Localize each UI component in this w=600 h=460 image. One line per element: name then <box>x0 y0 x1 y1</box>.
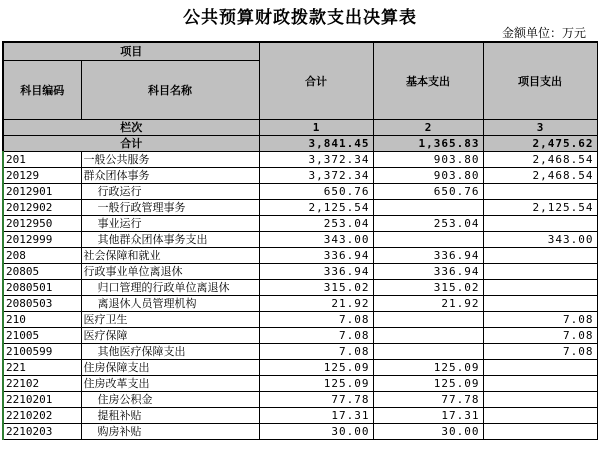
row-name: 其他群众团体事务支出 <box>81 232 259 248</box>
row-code: 21005 <box>3 328 81 344</box>
row-basic: 21.92 <box>373 296 483 312</box>
table-row <box>3 424 597 440</box>
table-row <box>3 408 597 424</box>
row-basic <box>373 232 483 248</box>
row-basic: 650.76 <box>373 184 483 200</box>
row-name: 一般公共服务 <box>81 152 259 168</box>
row-project <box>483 184 597 200</box>
row-name: 其他医疗保障支出 <box>81 344 259 360</box>
row-basic: 315.02 <box>373 280 483 296</box>
row-code: 2100599 <box>3 344 81 360</box>
row-project: 7.08 <box>483 328 597 344</box>
row-code: 2012950 <box>3 216 81 232</box>
table-row <box>3 392 597 408</box>
row-total: 77.78 <box>259 392 373 408</box>
row-name: 购房补贴 <box>81 424 259 440</box>
row-project: 2,125.54 <box>483 200 597 216</box>
header-column-label: 栏次 <box>3 120 259 136</box>
report-title: 公共预算财政拨款支出决算表 <box>183 8 417 28</box>
row-basic: 17.31 <box>373 408 483 424</box>
row-code: 2012999 <box>3 232 81 248</box>
header-total: 合计 <box>259 42 373 120</box>
row-project <box>483 360 597 376</box>
total-project: 2,475.62 <box>483 136 597 152</box>
row-project: 7.08 <box>483 312 597 328</box>
row-basic: 125.09 <box>373 360 483 376</box>
row-name: 住房公积金 <box>81 392 259 408</box>
row-code: 20129 <box>3 168 81 184</box>
total-row <box>3 136 597 152</box>
row-basic: 903.80 <box>373 152 483 168</box>
row-basic <box>373 200 483 216</box>
header-name: 科目名称 <box>81 61 259 120</box>
row-name: 归口管理的行政单位离退休 <box>81 280 259 296</box>
table-row <box>3 264 597 280</box>
unit-label: 金额单位：万元 <box>501 26 586 40</box>
row-code: 2210202 <box>3 408 81 424</box>
row-code: 2210203 <box>3 424 81 440</box>
row-total: 7.08 <box>259 312 373 328</box>
row-project: 2,468.54 <box>483 168 597 184</box>
header-project: 项目 <box>3 42 259 61</box>
row-code: 221 <box>3 360 81 376</box>
row-code: 20805 <box>3 264 81 280</box>
row-total: 2,125.54 <box>259 200 373 216</box>
table-row <box>3 280 597 296</box>
row-basic <box>373 312 483 328</box>
row-name: 离退休人员管理机构 <box>81 296 259 312</box>
row-project: 343.00 <box>483 232 597 248</box>
total-label: 合计 <box>3 136 259 152</box>
row-basic: 903.80 <box>373 168 483 184</box>
row-code: 210 <box>3 312 81 328</box>
header-col-1: 1 <box>259 120 373 136</box>
row-project <box>483 296 597 312</box>
row-project <box>483 248 597 264</box>
table-row <box>3 360 597 376</box>
row-project <box>483 216 597 232</box>
row-total: 3,372.34 <box>259 152 373 168</box>
row-basic: 336.94 <box>373 264 483 280</box>
row-project: 7.08 <box>483 344 597 360</box>
row-project: 2,468.54 <box>483 152 597 168</box>
header-code: 科目编码 <box>3 61 81 120</box>
row-code: 2080501 <box>3 280 81 296</box>
total-basic: 1,365.83 <box>373 136 483 152</box>
row-project <box>483 408 597 424</box>
row-name: 住房改革支出 <box>81 376 259 392</box>
table-row <box>3 232 597 248</box>
table-row <box>3 200 597 216</box>
row-name: 住房保障支出 <box>81 360 259 376</box>
row-total: 343.00 <box>259 232 373 248</box>
table-row <box>3 328 597 344</box>
row-total: 315.02 <box>259 280 373 296</box>
row-code: 2012902 <box>3 200 81 216</box>
table-row <box>3 152 597 168</box>
row-name: 群众团体事务 <box>81 168 259 184</box>
row-code: 22102 <box>3 376 81 392</box>
row-project <box>483 264 597 280</box>
header-col-2: 2 <box>373 120 483 136</box>
row-project <box>483 424 597 440</box>
row-name: 事业运行 <box>81 216 259 232</box>
table-row <box>3 184 597 200</box>
table-row <box>3 312 597 328</box>
header-col-3: 3 <box>483 120 597 136</box>
row-name: 一般行政管理事务 <box>81 200 259 216</box>
row-basic: 77.78 <box>373 392 483 408</box>
row-total: 21.92 <box>259 296 373 312</box>
row-total: 125.09 <box>259 376 373 392</box>
row-basic <box>373 344 483 360</box>
row-basic: 336.94 <box>373 248 483 264</box>
row-total: 336.94 <box>259 248 373 264</box>
row-name: 行政事业单位离退休 <box>81 264 259 280</box>
row-total: 17.31 <box>259 408 373 424</box>
row-name: 提租补贴 <box>81 408 259 424</box>
table-row <box>3 216 597 232</box>
row-total: 7.08 <box>259 344 373 360</box>
row-basic: 30.00 <box>373 424 483 440</box>
row-name: 医疗卫生 <box>81 312 259 328</box>
table-row <box>3 344 597 360</box>
table-row <box>3 296 597 312</box>
row-basic: 125.09 <box>373 376 483 392</box>
total-value: 3,841.45 <box>259 136 373 152</box>
row-total: 253.04 <box>259 216 373 232</box>
row-total: 3,372.34 <box>259 168 373 184</box>
header-basic: 基本支出 <box>373 42 483 120</box>
row-code: 2080503 <box>3 296 81 312</box>
row-code: 2210201 <box>3 392 81 408</box>
table-body <box>3 42 597 440</box>
expenditure-table <box>2 41 598 440</box>
row-name: 行政运行 <box>81 184 259 200</box>
row-project <box>483 376 597 392</box>
row-total: 125.09 <box>259 360 373 376</box>
row-total: 336.94 <box>259 264 373 280</box>
row-basic <box>373 328 483 344</box>
table-row <box>3 168 597 184</box>
row-name: 医疗保障 <box>81 328 259 344</box>
row-project <box>483 392 597 408</box>
row-code: 208 <box>3 248 81 264</box>
row-total: 30.00 <box>259 424 373 440</box>
row-code: 2012901 <box>3 184 81 200</box>
row-total: 650.76 <box>259 184 373 200</box>
table-row <box>3 376 597 392</box>
row-total: 7.08 <box>259 328 373 344</box>
header-project-expenditure: 项目支出 <box>483 42 597 120</box>
row-code: 201 <box>3 152 81 168</box>
row-basic: 253.04 <box>373 216 483 232</box>
row-project <box>483 280 597 296</box>
table-row <box>3 248 597 264</box>
row-name: 社会保障和就业 <box>81 248 259 264</box>
